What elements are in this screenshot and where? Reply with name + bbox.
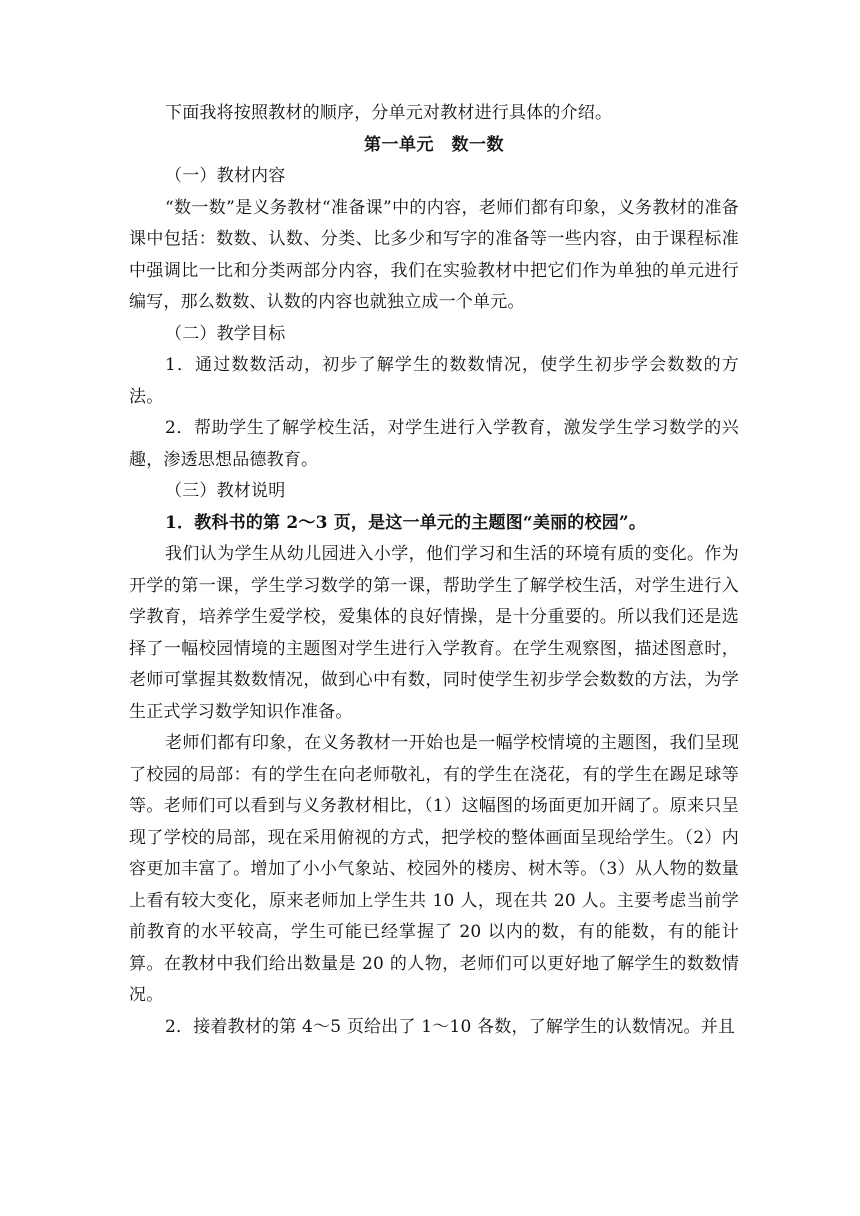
notes-paragraph-b: 老师们都有印象，在义务教材一开始也是一幅学校情境的主题图，我们呈现了校园的局部：有的学生在向老师敬礼，有的学生在浇花，有的学生在踢足球等等。老师们可以看到与义务教材相比，（1）这幅图的场面更加开阔了。原来只呈现了学校的局部，现在采用俯视的方式，把学校的整体画面呈现给学生。（2）内容更加丰富了。增加了小小气象站、校园外的楼房、树木等。（3）从人物的数量上看有较大变化，原来老师加上学生共 10 人，现在共 20 人。主要考虑当前学前教育的水平较高，学生可能已经掌握了 20 以内的数，有的能数，有的能计算。在教材中我们给出数量是 20 的人物，老师们可以更好地了解学生的数数情况。 [129,733,739,1005]
notes-paragraph-a: 我们认为学生从幼儿园进入小学，他们学习和生活的环境有质的变化。作为开学的第一课，学生学习数学的第一课，帮助学生了解学校生活，对学生进行入学教育，培养学生爱学校，爱集体的良好情操，是十分重要的。所以我们还是选择了一幅校园情境的主题图对学生进行入学教育。在学生观察图，描述图意时，老师可掌握其数数情况，做到心中有数，同时使学生初步学会数数的方法，为学生正式学习数学知识作准备。 [129,544,739,722]
section-heading-content: （一）教材内容 [165,166,286,186]
section-heading-goals: （二）教学目标 [165,323,286,344]
notes-item-2: 2．接着教材的第 4～5 页给出了 1～10 各数，了解学生的认数情况。并且 [165,1016,736,1037]
intro-paragraph: 下面我将按照教材的顺序，分单元对教材进行具体的介绍。 [165,103,613,123]
goal-item-2: 2．帮助学生了解学校生活，对学生进行入学教育，激发学生学习数学的兴趣，渗透思想品德教育。 [129,418,739,470]
document-page [129,98,739,1043]
section-heading-notes: （三）教材说明 [165,481,286,501]
notes-item-1-lead: 1．教科书的第 2～3 页，是这一单元的主题图“美丽的校园”。 [165,512,647,533]
unit-title: 第一单元 数一数 [364,134,504,155]
notes-item-1 [129,508,739,540]
content-paragraph: “数一数”是义务教材“准备课”中的内容，老师们都有印象，义务教材的准备课中包括：数数、认数、分类、比多少和写字的准备等一些内容，由于课程标准中强调比一比和分类两部分内容，我们在实验教材中把它们作为单独的单元进行编写，那么数数、认数的内容也就独立成一个单元。 [129,197,739,312]
goal-item-1: 1．通过数数活动，初步了解学生的数数情况，使学生初步学会数数的方法。 [129,355,739,407]
